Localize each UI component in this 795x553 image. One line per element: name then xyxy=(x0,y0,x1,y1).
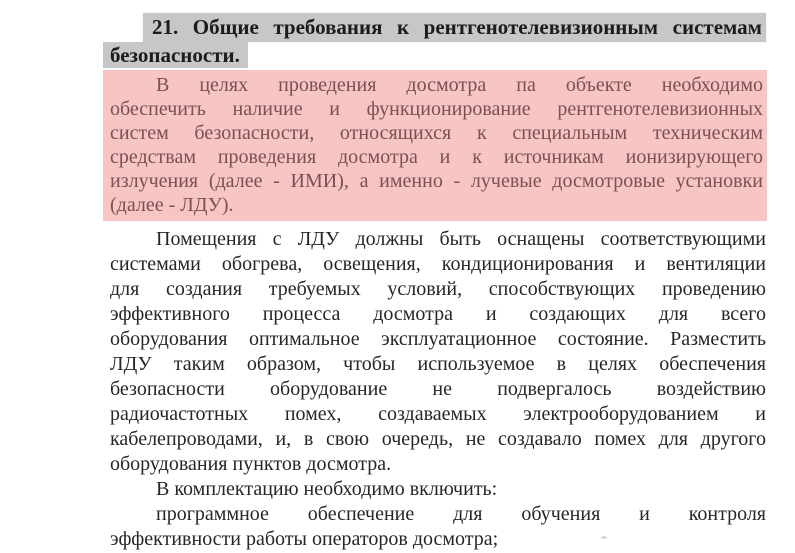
section-heading-line-2 xyxy=(103,42,766,68)
section-heading xyxy=(110,13,766,68)
text-line: излучения (далее - ИМИ), а именно - лучевые досмотровые установки xyxy=(110,170,763,192)
scan-artifact-speck xyxy=(601,536,607,539)
text-line: для создания требуемых условий, способствующих проведению xyxy=(110,278,766,300)
text-line: оборудования пунктов досмотра. xyxy=(110,453,392,475)
text-line: оборудования оптимальное эксплуатационное состояние. Разместить xyxy=(110,328,766,350)
text-line: программное обеспечение для обучения и контроля xyxy=(156,503,766,525)
text-line: обеспечить наличие и функционирование рентгенотелевизионных xyxy=(110,98,763,120)
section-heading-line-1: 21. Общие требования к рентгенотелевизионным системам xyxy=(143,13,766,42)
text-line: Помещения с ЛДУ должны быть оснащены соответствующими xyxy=(156,228,766,250)
premises-paragraph xyxy=(110,227,766,477)
text-line: (далее - ЛДУ). xyxy=(110,194,234,216)
text-line: радиочастотных помех, создаваемых электрооборудованием и xyxy=(110,403,766,425)
highlighted-paragraph xyxy=(103,70,767,221)
kit-paragraph xyxy=(110,477,766,502)
section-heading-highlight: безопасности. xyxy=(103,42,248,68)
text-line: безопасности оборудование не подвергалось воздействию xyxy=(110,378,766,400)
text-line: В комплектацию необходимо включить: xyxy=(156,478,498,500)
text-line: В целях проведения досмотра па объекте необходимо xyxy=(156,74,763,96)
document-body xyxy=(110,13,766,552)
software-paragraph xyxy=(110,502,766,552)
text-line: систем безопасности, относящихся к специальным техническим xyxy=(110,122,763,144)
text-line: системами обогрева, освещения, кондиционирования и вентиляции xyxy=(110,253,766,275)
text-line: кабелепроводами, и, в свою очередь, не создавало помех для другого xyxy=(110,428,766,450)
text-line: средствам проведения досмотра и к источникам ионизирующего xyxy=(110,146,763,168)
text-line: ЛДУ таким образом, чтобы используемое в целях обеспечения xyxy=(110,353,766,375)
text-line: эффективного процесса досмотра и создающих для всего xyxy=(110,303,766,325)
text-line: эффективности работы операторов досмотра; xyxy=(110,528,499,550)
